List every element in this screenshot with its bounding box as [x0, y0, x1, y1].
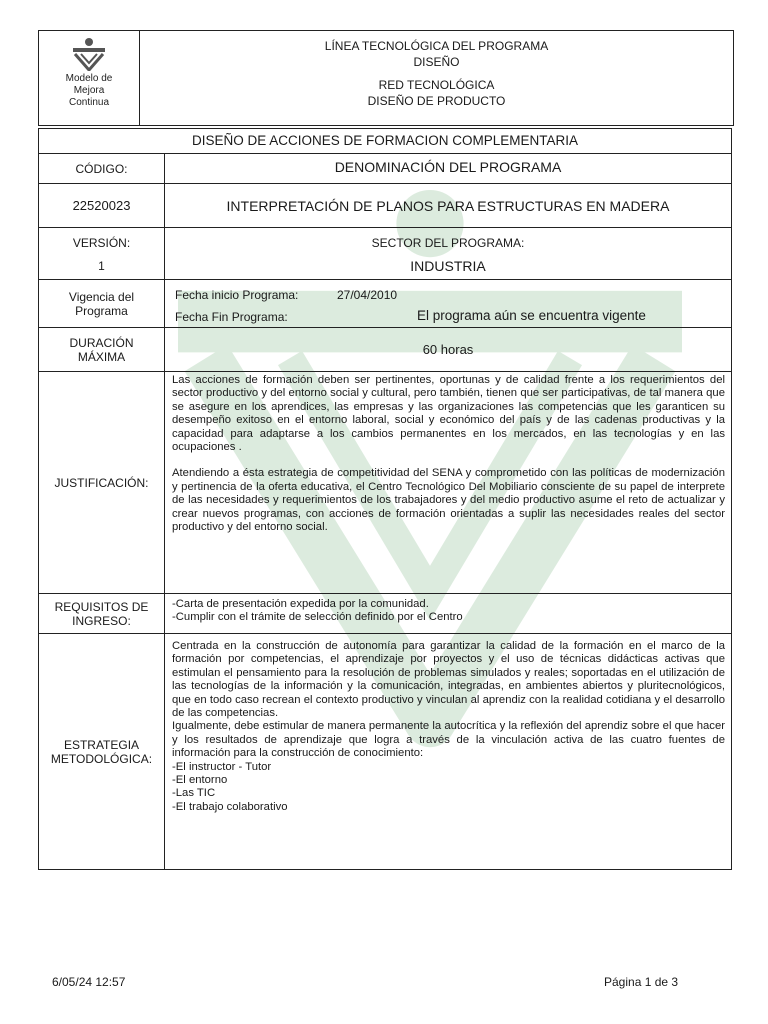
header-line-2: DISEÑO [413, 55, 460, 69]
footer-page-number: Página 1 de 3 [604, 975, 679, 989]
justificacion-paragraph-2: Atendiendo a ésta estrategia de competitividad del SENA y comprometido con las políticas de modernización y pertinencia de la oferta educativa, el Centro Tecnológico Del Mobiliario consciente de su papel de interprete de las necesidades y requerimientos de los trabajadores y del medio productivo asume el reto de actualizar y crear nuevos programas, con acciones de formación orientadas a suplir las necesidades reales del sector productivo y del entorno social. [172, 467, 725, 534]
requisitos-row [39, 593, 731, 633]
estrategia-item: -Las TIC [172, 787, 216, 800]
estrategia-item: -El trabajo colaborativo [172, 800, 288, 813]
duracion-value: 60 horas [422, 342, 474, 357]
fecha-inicio-value: 27/04/2010 [337, 288, 398, 302]
justificacion-row [39, 371, 731, 593]
vigencia-label: Vigencia del Programa [39, 280, 165, 327]
program-table [38, 128, 732, 870]
header-line-1: LÍNEA TECNOLÓGICA DEL PROGRAMA [324, 39, 549, 53]
header-text [140, 31, 733, 125]
requisito-item: -Cumplir con el trámite de selección definido por el Centro [172, 611, 463, 624]
estrategia-label: ESTRATEGIA METODOLÓGICA: [39, 634, 165, 869]
header-line-4: DISEÑO DE PRODUCTO [367, 94, 506, 108]
logo-caption: Modelo de Mejora Continua [65, 73, 113, 108]
sector-value: INDUSTRIA [410, 258, 486, 274]
estrategia-paragraph-1: Centrada en la construcción de autonomía para garantizar la calidad de la formación en el marco de la formación por competencias, el aprendizaje por proyectos y el uso de técnicas didácticas activas que estimulan el pensamiento para la resolución de problemas simulados y reales; soportadas en el utilización de las tecnologías de la información y la comunicación, integradas, en ambientes abiertos y pluritecnológicos, que en todo caso recrean el contexto productivo y vinculan al aprendiz con la realidad cotidiana y el desarrollo de las competencias. [172, 640, 725, 720]
denominacion-value: INTERPRETACIÓN DE PLANOS PARA ESTRUCTURAS EN MADERA [226, 198, 670, 214]
version-value: 1 [98, 259, 105, 273]
fecha-fin-label: Fecha Fin Programa: [175, 310, 288, 324]
document-title: DISEÑO DE ACCIONES DE FORMACION COMPLEMENTARIA [191, 133, 579, 148]
codigo-label: CÓDIGO: [39, 154, 165, 183]
requisitos-list [165, 594, 731, 633]
requisitos-label: REQUISITOS DE INGRESO: [39, 594, 165, 633]
version-label: VERSIÓN: [72, 236, 131, 250]
fecha-inicio-label: Fecha inicio Programa: [175, 288, 299, 302]
vigencia-row [39, 279, 731, 327]
duracion-label: DURACIÓN MÁXIMA [39, 328, 165, 371]
estrategia-paragraph-2: Igualmente, debe estimular de manera permanente la autocrítica y la reflexión del aprendiz sobre el que hacer y los resultados de aprendizaje que logra a través de la vinculación activa de las cuatro fuentes de información para la construcción de conocimiento: [172, 720, 725, 760]
sector-label: SECTOR DEL PROGRAMA: [371, 236, 525, 250]
fecha-fin-value: El programa aún se encuentra vigente [417, 308, 646, 323]
requisito-item: -Carta de presentación expedida por la comunidad. [172, 598, 429, 610]
estrategia-text [165, 634, 731, 869]
codigo-value: 22520023 [39, 184, 165, 227]
justificacion-label: JUSTIFICACIÓN: [39, 372, 165, 593]
footer-datetime: 6/05/24 12:57 [52, 975, 126, 989]
logo-cell [39, 31, 140, 125]
sena-logo-icon [69, 37, 109, 71]
estrategia-row [39, 633, 731, 869]
codigo-value-row [39, 183, 731, 227]
estrategia-item: -El instructor - Tutor [172, 760, 272, 773]
justificacion-text [165, 372, 731, 593]
justificacion-paragraph-1: Las acciones de formación deben ser pertinentes, oportunas y de calidad frente a los requerimientos del sector productivo y del entorno social y cultural, pero también, tienen que ser participativas, de tal manera que se asegure en los aprendices, las empresas y las organizaciones las competencias que les garanticen su desempeño exitoso en el entorno laboral, social y económico del país y de las cadenas productivas y la capacidad para adaptarse a los cambios permanentes en los mercados, en las tecnologías y en las ocupaciones . [172, 374, 725, 454]
version-row [39, 227, 731, 279]
title-row [39, 129, 731, 153]
header-line-3: RED TECNOLÓGICA [378, 78, 495, 92]
document-header [38, 30, 734, 126]
denominacion-label: DENOMINACIÓN DEL PROGRAMA [334, 159, 562, 175]
duracion-row [39, 327, 731, 371]
codigo-header-row [39, 153, 731, 183]
estrategia-item: -El entorno [172, 774, 228, 787]
